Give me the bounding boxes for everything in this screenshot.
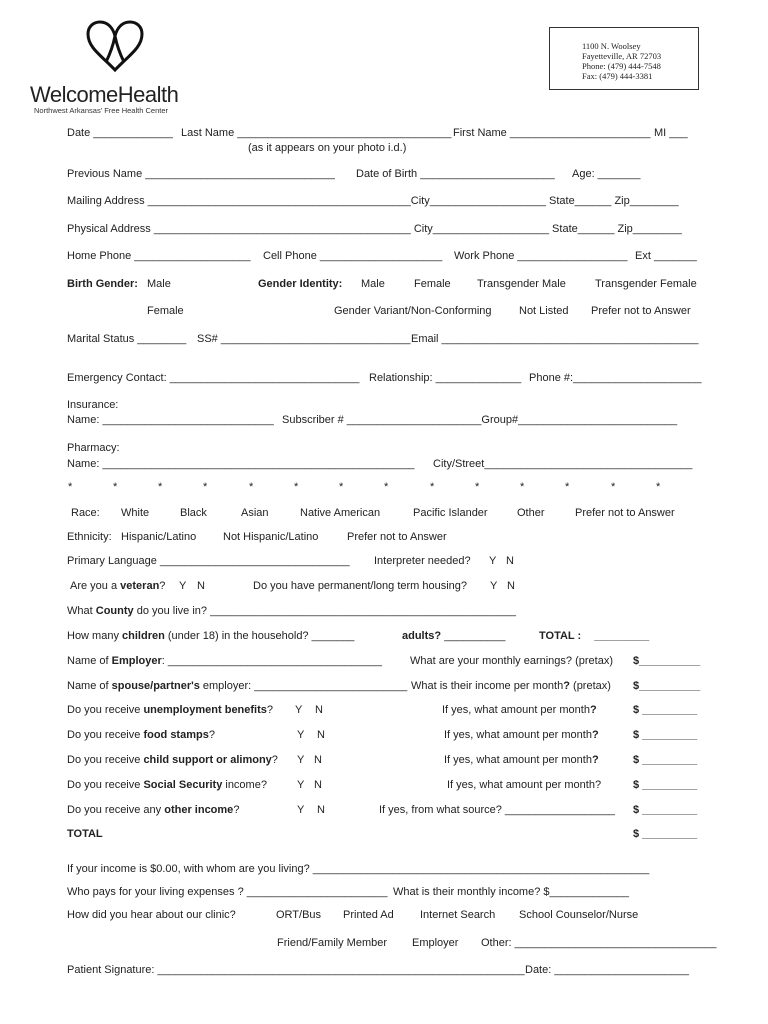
separator-star: *	[384, 481, 389, 493]
hear-about-label: How did you hear about our clinic?	[67, 909, 236, 921]
housing-no[interactable]: N	[507, 580, 515, 592]
birth-gender-label: Birth Gender:	[67, 278, 138, 290]
food-stamps-question	[67, 729, 215, 742]
child-support-amount[interactable]: $ _________	[633, 754, 698, 766]
first-name-field[interactable]: First Name _______________________	[453, 127, 651, 139]
gender-identity-label: Gender Identity:	[258, 278, 343, 290]
living-expenses-field[interactable]: Who pays for your living expenses ? _______________________	[67, 886, 388, 898]
hear-internet-search[interactable]: Internet Search	[420, 909, 496, 921]
income-total-amount[interactable]: $ _________	[633, 828, 698, 840]
social-security-no[interactable]: N	[314, 779, 322, 791]
physical-address-field[interactable]: Physical Address __________________________________________ City___________________ State______ Zip________	[67, 223, 682, 235]
other-income-no[interactable]: N	[317, 804, 325, 816]
spouse-pre: Name of	[67, 680, 109, 692]
unemployment-yes[interactable]: Y	[295, 704, 303, 716]
food-stamps-amount[interactable]: $ _________	[633, 729, 698, 741]
pharmacy-name-field[interactable]: Name: ___________________________________________________	[67, 458, 415, 470]
veteran-post: ?	[159, 580, 166, 592]
race-white[interactable]: White	[121, 507, 150, 519]
address-phone: Phone: (479) 444-7548	[582, 61, 661, 71]
separator-star: *	[339, 481, 344, 493]
hear-employer[interactable]: Employer	[412, 937, 459, 949]
hear-school-counselor[interactable]: School Counselor/Nurse	[519, 909, 639, 921]
social-post: income?	[225, 779, 267, 791]
gender-male[interactable]: Male	[361, 278, 385, 290]
unemployment-follow-q: ?	[589, 704, 597, 716]
food-stamps-no[interactable]: N	[317, 729, 325, 741]
food-stamps-followup	[444, 729, 599, 742]
unemployment-followup	[442, 704, 597, 717]
child-support-question	[67, 754, 278, 767]
race-black[interactable]: Black	[180, 507, 207, 519]
child-support-pre: Do you receive	[67, 754, 141, 766]
other-income-amount[interactable]: $ _________	[633, 804, 698, 816]
food-stamps-yes[interactable]: Y	[297, 729, 305, 741]
previous-name-field[interactable]: Previous Name _______________________________	[67, 168, 335, 180]
other-income-question	[67, 804, 239, 817]
separator-star: *	[249, 481, 254, 493]
race-asian[interactable]: Asian	[241, 507, 269, 519]
zero-income-field[interactable]: If your income is $0.00, with whom are you living? _______________________________________________________	[67, 863, 650, 875]
gender-prefer-not[interactable]: Prefer not to Answer	[591, 305, 691, 317]
child-support-follow-text: If yes, what amount per month	[444, 754, 592, 766]
pharmacy-label: Pharmacy:	[67, 442, 120, 454]
adults-bold: adults?	[402, 630, 442, 642]
separator-star: *	[475, 481, 480, 493]
child-support-yes[interactable]: Y	[297, 754, 305, 766]
household-total-blank: _________	[594, 630, 650, 642]
veteran-no[interactable]: N	[197, 580, 205, 592]
household-total-bold: TOTAL :	[539, 630, 582, 642]
work-phone-field[interactable]: Work Phone __________________	[454, 250, 628, 262]
email-field[interactable]: Email __________________________________________	[411, 333, 699, 345]
address-fax: Fax: (479) 444-3381	[582, 71, 653, 81]
veteran-yes[interactable]: Y	[179, 580, 187, 592]
interpreter-question: Interpreter needed?	[374, 555, 471, 567]
gender-not-listed[interactable]: Not Listed	[519, 305, 569, 317]
birth-gender-male[interactable]: Male	[147, 278, 171, 290]
household-total-field[interactable]	[539, 630, 649, 643]
relationship-field[interactable]: Relationship: ______________	[369, 372, 522, 384]
spouse-post: employer: _________________________	[202, 680, 408, 692]
food-follow-q: ?	[591, 729, 599, 741]
home-phone-field[interactable]: Home Phone ___________________	[67, 250, 251, 262]
ethnicity-prefer-not[interactable]: Prefer not to Answer	[347, 531, 447, 543]
county-field[interactable]	[67, 605, 516, 618]
other-income-bold: other income	[164, 804, 234, 816]
interpreter-yes[interactable]: Y	[489, 555, 497, 567]
separator-star: *	[158, 481, 163, 493]
county-bold: County	[95, 605, 134, 617]
separator-star: *	[430, 481, 435, 493]
unemployment-post: ?	[266, 704, 274, 716]
ethnicity-hispanic[interactable]: Hispanic/Latino	[121, 531, 197, 543]
photo-id-note: (as it appears on your photo i.d.)	[248, 142, 407, 154]
logo-name: WelcomeHealth	[30, 82, 179, 107]
separator-star: *	[294, 481, 299, 493]
adults-blank: __________	[444, 630, 506, 642]
spouse-income-q: ?	[563, 680, 570, 692]
spouse-income-pretax: (pretax)	[573, 680, 611, 692]
social-security-followup: If yes, what amount per month?	[447, 779, 602, 791]
child-support-post: ?	[271, 754, 278, 766]
housing-question: Do you have permanent/long term housing?	[253, 580, 468, 592]
unemployment-follow-text: If yes, what amount per month	[442, 704, 590, 716]
race-prefer-not[interactable]: Prefer not to Answer	[575, 507, 675, 519]
age-field[interactable]: Age: _______	[572, 168, 641, 180]
veteran-pre: Are you a	[70, 580, 118, 592]
adults-field[interactable]	[402, 630, 505, 643]
emergency-contact-field[interactable]: Emergency Contact: _______________________________	[67, 372, 360, 384]
social-security-amount[interactable]: $ _________	[633, 779, 698, 791]
other-income-yes[interactable]: Y	[297, 804, 305, 816]
gender-trans-male[interactable]: Transgender Male	[477, 278, 566, 290]
other-income-pre: Do you receive any	[67, 804, 162, 816]
county-pre: What	[67, 605, 93, 617]
ext-field[interactable]: Ext _______	[635, 250, 697, 262]
birth-gender-female[interactable]: Female	[147, 305, 184, 317]
hear-printed-ad[interactable]: Printed Ad	[343, 909, 394, 921]
race-other[interactable]: Other	[517, 507, 545, 519]
ethnicity-not-hispanic[interactable]: Not Hispanic/Latino	[223, 531, 319, 543]
spouse-bold: spouse/partner's	[111, 680, 200, 692]
mi-field[interactable]: MI ___	[654, 127, 688, 139]
marital-status-field[interactable]: Marital Status ________	[67, 333, 187, 345]
separator-star: *	[203, 481, 208, 493]
logo-tagline: Northwest Arkansas' Free Health Center	[34, 106, 168, 115]
insurance-label: Insurance:	[67, 399, 119, 411]
ssn-field[interactable]: SS# _______________________________	[197, 333, 411, 345]
address-city: Fayetteville, AR 72703	[582, 51, 662, 61]
date-field[interactable]: Date _____________	[67, 127, 173, 139]
signature-date-field[interactable]: Date: ______________________	[525, 964, 689, 976]
social-security-yes[interactable]: Y	[297, 779, 305, 791]
separator-star: *	[565, 481, 570, 493]
separator-star: *	[656, 481, 661, 493]
employer-post: : ___________________________________	[161, 655, 383, 667]
employer-field[interactable]	[67, 655, 382, 668]
unemployment-bold: unemployment benefits	[143, 704, 267, 716]
address-street: 1100 N. Woolsey	[582, 41, 641, 51]
heart-logo-icon	[80, 20, 150, 74]
address-box	[549, 27, 699, 90]
race-native-american[interactable]: Native American	[300, 507, 381, 519]
hear-ort-bus[interactable]: ORT/Bus	[276, 909, 322, 921]
patient-signature-field[interactable]: Patient Signature: ____________________________________________________________	[67, 964, 525, 976]
child-support-no[interactable]: N	[314, 754, 322, 766]
children-post: (under 18) in the household? _______	[167, 630, 355, 642]
unemployment-question	[67, 704, 273, 717]
their-monthly-income-field[interactable]: What is their monthly income? $_____________	[393, 886, 630, 898]
child-support-bold: child support or alimony	[143, 754, 272, 766]
gender-variant[interactable]: Gender Variant/Non-Conforming	[334, 305, 492, 317]
veteran-question	[70, 580, 165, 593]
pharmacy-city-field[interactable]: City/Street__________________________________	[433, 458, 693, 470]
social-bold: Social Security	[143, 779, 223, 791]
children-field[interactable]	[67, 630, 354, 643]
ethnicity-label: Ethnicity:	[67, 531, 112, 543]
subscriber-group-field[interactable]: Subscriber # ______________________Group#__________________________	[282, 414, 678, 426]
emergency-phone-field[interactable]: Phone #:_____________________	[529, 372, 702, 384]
unemployment-no[interactable]: N	[315, 704, 323, 716]
separator-star: *	[68, 481, 73, 493]
social-pre: Do you receive	[67, 779, 141, 791]
separator-star: *	[520, 481, 525, 493]
food-bold: food stamps	[143, 729, 209, 741]
hear-friend-family[interactable]: Friend/Family Member	[277, 937, 388, 949]
interpreter-no[interactable]: N	[506, 555, 514, 567]
race-pacific-islander[interactable]: Pacific Islander	[413, 507, 488, 519]
insurance-name-field[interactable]: Name: ____________________________	[67, 414, 274, 426]
unemployment-pre: Do you receive	[67, 704, 141, 716]
children-bold: children	[122, 630, 165, 642]
race-label: Race:	[71, 507, 100, 519]
spouse-income-question	[411, 680, 611, 693]
monthly-earnings-question: What are your monthly earnings? (pretax)	[410, 655, 613, 667]
income-total-label: TOTAL	[67, 828, 103, 840]
food-pre: Do you receive	[67, 729, 141, 741]
dob-field[interactable]: Date of Birth ______________________	[356, 168, 555, 180]
mailing-address-field[interactable]: Mailing Address ___________________________________________City___________________ State______ Zip________	[67, 195, 679, 207]
veteran-bold: veteran	[120, 580, 160, 592]
unemployment-amount[interactable]: $ _________	[633, 704, 698, 716]
food-follow-text: If yes, what amount per month	[444, 729, 592, 741]
child-support-followup	[444, 754, 599, 767]
food-post: ?	[208, 729, 215, 741]
gender-female[interactable]: Female	[414, 278, 451, 290]
last-name-field[interactable]: Last Name ___________________________________	[181, 127, 452, 139]
housing-yes[interactable]: Y	[490, 580, 498, 592]
other-income-source-field[interactable]: If yes, from what source? __________________	[379, 804, 616, 816]
monthly-earnings-amount[interactable]: $__________	[633, 655, 701, 667]
spouse-income-amount[interactable]: $__________	[633, 680, 701, 692]
children-pre: How many	[67, 630, 119, 642]
child-support-follow-q: ?	[591, 754, 599, 766]
spouse-income-text: What is their income per month	[411, 680, 564, 692]
cell-phone-field[interactable]: Cell Phone ____________________	[263, 250, 443, 262]
other-income-post: ?	[233, 804, 240, 816]
spouse-employer-field[interactable]	[67, 680, 407, 693]
separator-star: *	[113, 481, 118, 493]
social-security-question	[67, 779, 267, 792]
separator-star: *	[611, 481, 616, 493]
primary-language-field[interactable]: Primary Language _______________________________	[67, 555, 350, 567]
employer-bold: Employer	[111, 655, 162, 667]
gender-trans-female[interactable]: Transgender Female	[595, 278, 697, 290]
logo	[30, 20, 210, 118]
employer-pre: Name of	[67, 655, 109, 667]
county-post: do you live in? __________________________________________________	[136, 605, 516, 617]
hear-other-field[interactable]: Other: _________________________________	[481, 937, 717, 949]
